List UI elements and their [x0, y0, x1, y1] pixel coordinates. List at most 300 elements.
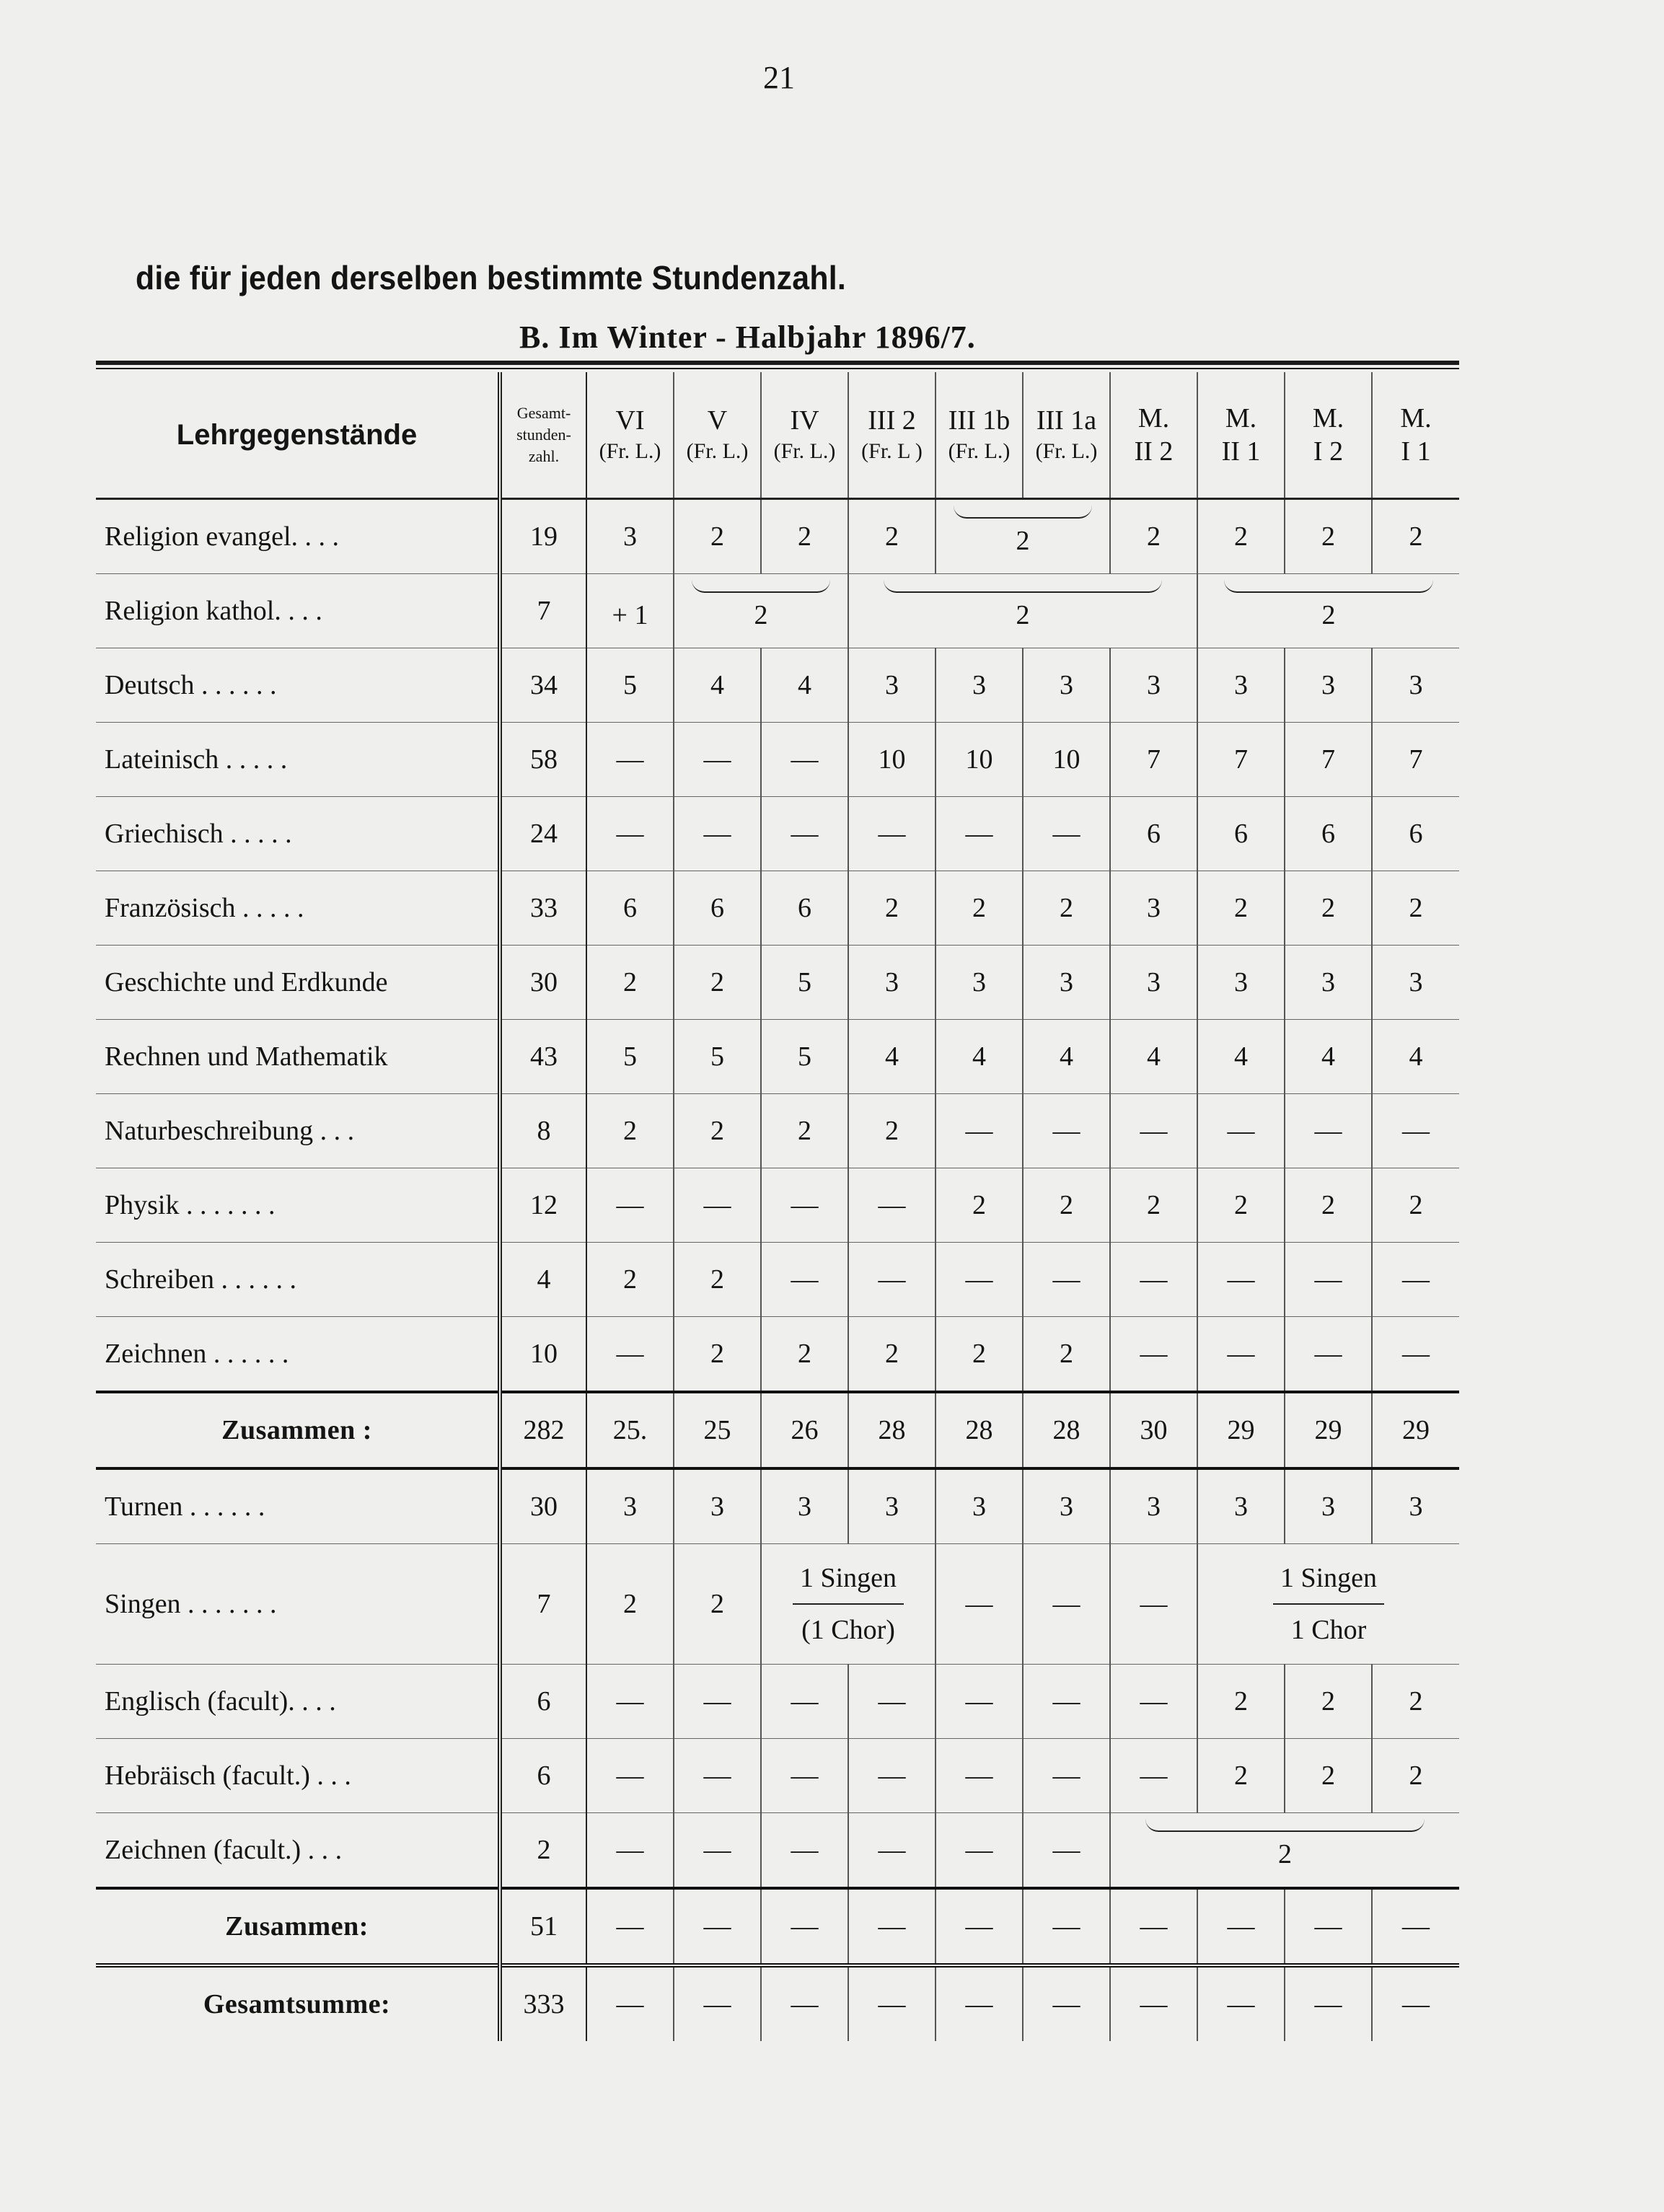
- hours-cell: 6: [761, 871, 848, 946]
- class-name: III 1a: [1036, 405, 1097, 436]
- hours-cell: 2: [1285, 1665, 1372, 1739]
- hours-cell: —: [1023, 1813, 1110, 1889]
- subject-label: Religion evangel. . . .: [96, 499, 500, 574]
- hours-cell: 3: [848, 648, 936, 723]
- hours-cell: 2: [1285, 1739, 1372, 1813]
- hours-cell: —: [586, 723, 674, 797]
- hours-cell-merged: [1197, 574, 1459, 648]
- class-header: [586, 372, 674, 499]
- hours-cell: —: [674, 1739, 761, 1813]
- hours-cell: —: [586, 1739, 674, 1813]
- subject-label: Rechnen und Mathematik: [96, 1020, 500, 1094]
- hours-cell: 3: [1023, 648, 1110, 723]
- subject-label: Naturbeschreibung . . .: [96, 1094, 500, 1168]
- hours-cell: 2: [1372, 1665, 1459, 1739]
- hours-cell: 2: [1197, 1665, 1285, 1739]
- hours-cell: —: [586, 797, 674, 871]
- hours-cell: 3: [1197, 946, 1285, 1020]
- subject-label: Turnen . . . . . .: [96, 1468, 500, 1544]
- subtotal-row: [96, 1392, 1459, 1468]
- class-header: [1197, 372, 1285, 499]
- class-name: M.: [1400, 403, 1432, 433]
- hours-cell: 2: [848, 1317, 936, 1393]
- hours-cell: —: [936, 1888, 1023, 1965]
- hours-cell-merged: [1197, 1544, 1459, 1665]
- class-sub: I 2: [1313, 436, 1344, 467]
- hours-cell: 3: [1110, 946, 1197, 1020]
- class-sub: (Fr. L.): [599, 439, 661, 463]
- hours-cell: 2: [1197, 871, 1285, 946]
- subtotal-label: Zusammen :: [96, 1392, 500, 1468]
- choir-top: 1 Singen: [1273, 1553, 1384, 1605]
- hours-cell: 2: [1285, 499, 1372, 574]
- total-cell: 43: [500, 1020, 586, 1094]
- total-cell: 333: [500, 1965, 586, 2041]
- table-row: [96, 1094, 1459, 1168]
- total-hours-header: [500, 372, 586, 499]
- hours-cell: —: [1110, 1094, 1197, 1168]
- hours-cell: 29: [1372, 1392, 1459, 1468]
- subject-label: Schreiben . . . . . .: [96, 1243, 500, 1317]
- hours-cell: —: [936, 1739, 1023, 1813]
- total-header-line3: zahl.: [528, 447, 560, 465]
- total-cell: 282: [500, 1392, 586, 1468]
- hours-cell: 3: [674, 1468, 761, 1544]
- hours-cell: —: [936, 1665, 1023, 1739]
- class-sub: I 1: [1401, 436, 1431, 467]
- class-header: [674, 372, 761, 499]
- hours-cell: —: [1023, 1544, 1110, 1665]
- subject-label: Singen . . . . . . .: [96, 1544, 500, 1665]
- hours-cell: 7: [1110, 723, 1197, 797]
- hours-cell-merged: [674, 574, 848, 648]
- hours-cell: 3: [936, 946, 1023, 1020]
- hours-cell: —: [1372, 1094, 1459, 1168]
- hours-cell: 28: [1023, 1392, 1110, 1468]
- hours-cell: —: [761, 1665, 848, 1739]
- subject-label: Englisch (facult). . . .: [96, 1665, 500, 1739]
- table-row: [96, 1243, 1459, 1317]
- hours-cell: 4: [1197, 1020, 1285, 1094]
- hours-cell: 2: [1372, 499, 1459, 574]
- merged-value: 2: [754, 600, 768, 630]
- lesson-hours-table: [96, 372, 1459, 2041]
- hours-cell: 3: [848, 1468, 936, 1544]
- choir-top: 1 Singen: [793, 1553, 904, 1605]
- brace-mark: [1145, 1819, 1424, 1832]
- hours-cell: —: [674, 1888, 761, 1965]
- total-cell: 6: [500, 1739, 586, 1813]
- subtotal-row: [96, 1888, 1459, 1965]
- hours-cell: 3: [1285, 1468, 1372, 1544]
- class-header: [936, 372, 1023, 499]
- hours-cell: 3: [1023, 1468, 1110, 1544]
- table-row: [96, 1468, 1459, 1544]
- hours-cell: —: [761, 723, 848, 797]
- total-cell: 4: [500, 1243, 586, 1317]
- total-cell: 58: [500, 723, 586, 797]
- total-header-line1: Gesamt-: [516, 404, 571, 422]
- subject-label: Französisch . . . . .: [96, 871, 500, 946]
- subject-label: Religion kathol. . . .: [96, 574, 500, 648]
- class-name: III 1b: [948, 405, 1011, 436]
- merged-value: 2: [1016, 526, 1030, 556]
- table-row: [96, 1665, 1459, 1739]
- page-heading: die für jeden derselben bestimmte Stundenzahl.: [136, 259, 847, 296]
- hours-cell-merged: [761, 1544, 936, 1665]
- merged-value: 2: [1321, 600, 1336, 630]
- table-row: [96, 1544, 1459, 1665]
- table-row: [96, 1739, 1459, 1813]
- top-rule: [96, 361, 1459, 365]
- hours-cell: —: [848, 1739, 936, 1813]
- total-cell: 19: [500, 499, 586, 574]
- top-rule-thin: [96, 368, 1459, 369]
- hours-cell: —: [936, 1243, 1023, 1317]
- hours-cell-merged: [936, 499, 1110, 574]
- hours-cell: —: [1023, 797, 1110, 871]
- class-sub: (Fr. L.): [1035, 439, 1098, 463]
- hours-cell: —: [1110, 1888, 1197, 1965]
- hours-cell: 3: [1285, 946, 1372, 1020]
- brace-mark: [692, 580, 830, 593]
- hours-cell: —: [1372, 1888, 1459, 1965]
- hours-cell: —: [1285, 1888, 1372, 1965]
- hours-cell: —: [761, 1813, 848, 1889]
- total-header-line2: stunden-: [516, 426, 571, 444]
- hours-cell: 2: [1023, 1168, 1110, 1243]
- hours-cell: —: [848, 797, 936, 871]
- hours-cell: —: [1197, 1965, 1285, 2041]
- hours-cell: —: [936, 1813, 1023, 1889]
- hours-cell: 6: [1372, 797, 1459, 871]
- hours-cell: —: [674, 1665, 761, 1739]
- hours-cell: 3: [1372, 946, 1459, 1020]
- hours-cell: —: [1197, 1317, 1285, 1393]
- hours-cell: —: [586, 1168, 674, 1243]
- hours-cell: 3: [936, 1468, 1023, 1544]
- table-subheading: B. Im Winter - Halbjahr 1896/7.: [519, 320, 976, 355]
- hours-cell: —: [848, 1813, 936, 1889]
- hours-cell: —: [761, 1888, 848, 1965]
- hours-cell: —: [1023, 1094, 1110, 1168]
- brace-mark: [954, 506, 1092, 519]
- hours-cell: —: [761, 1243, 848, 1317]
- hours-cell: —: [674, 1965, 761, 2041]
- class-sub: (Fr. L ): [861, 439, 923, 463]
- class-header: [1372, 372, 1459, 499]
- hours-cell: 3: [1285, 648, 1372, 723]
- hours-cell: —: [761, 1168, 848, 1243]
- hours-cell: 6: [586, 871, 674, 946]
- page-number: 21: [763, 60, 795, 95]
- class-sub: (Fr. L.): [773, 439, 836, 463]
- hours-cell: —: [586, 1813, 674, 1889]
- hours-cell: —: [936, 1965, 1023, 2041]
- hours-cell: 2: [586, 1243, 674, 1317]
- hours-cell: 2: [761, 1094, 848, 1168]
- hours-cell: 3: [586, 499, 674, 574]
- hours-cell: 4: [1285, 1020, 1372, 1094]
- class-name: IV: [790, 405, 819, 436]
- total-cell: 7: [500, 574, 586, 648]
- hours-cell: —: [1110, 1544, 1197, 1665]
- hours-cell: 7: [1285, 723, 1372, 797]
- hours-cell: 3: [761, 1468, 848, 1544]
- hours-cell: —: [761, 1739, 848, 1813]
- hours-cell: 2: [1197, 1168, 1285, 1243]
- hours-cell: 25.: [586, 1392, 674, 1468]
- hours-cell: —: [1023, 1665, 1110, 1739]
- class-header: [1285, 372, 1372, 499]
- hours-cell: 10: [848, 723, 936, 797]
- hours-cell: —: [761, 1965, 848, 2041]
- grand-total-row: [96, 1965, 1459, 2041]
- hours-cell: —: [1023, 1243, 1110, 1317]
- total-cell: 33: [500, 871, 586, 946]
- table-row: [96, 946, 1459, 1020]
- hours-cell: 5: [586, 648, 674, 723]
- hours-cell: —: [1023, 1739, 1110, 1813]
- hours-cell: —: [674, 1813, 761, 1889]
- hours-cell: —: [761, 797, 848, 871]
- total-cell: 2: [500, 1813, 586, 1889]
- subject-label: Physik . . . . . . .: [96, 1168, 500, 1243]
- hours-cell: 2: [1023, 871, 1110, 946]
- hours-cell: —: [586, 1888, 674, 1965]
- hours-cell: 4: [936, 1020, 1023, 1094]
- hours-cell: 4: [761, 648, 848, 723]
- subject-label: Zeichnen . . . . . .: [96, 1317, 500, 1393]
- class-sub: (Fr. L.): [948, 439, 1011, 463]
- hours-cell: —: [1110, 1665, 1197, 1739]
- total-cell: 12: [500, 1168, 586, 1243]
- total-cell: 10: [500, 1317, 586, 1393]
- hours-cell: 6: [674, 871, 761, 946]
- hours-cell: —: [674, 723, 761, 797]
- hours-cell: 3: [1372, 648, 1459, 723]
- hours-cell: —: [848, 1888, 936, 1965]
- table-header-row: [96, 372, 1459, 499]
- hours-cell: 10: [1023, 723, 1110, 797]
- subject-label: Zeichnen (facult.) . . .: [96, 1813, 500, 1889]
- hours-cell: —: [1197, 1243, 1285, 1317]
- class-header: [1023, 372, 1110, 499]
- hours-cell: 4: [1023, 1020, 1110, 1094]
- hours-cell: 3: [1110, 1468, 1197, 1544]
- hours-cell: —: [674, 797, 761, 871]
- hours-cell: —: [1110, 1965, 1197, 2041]
- hours-cell: 4: [1110, 1020, 1197, 1094]
- hours-cell: —: [848, 1168, 936, 1243]
- hours-cell: —: [1372, 1317, 1459, 1393]
- hours-cell: 4: [674, 648, 761, 723]
- total-cell: 30: [500, 946, 586, 1020]
- hours-cell: 3: [1372, 1468, 1459, 1544]
- table-row: [96, 1317, 1459, 1393]
- hours-cell-merged: [848, 574, 1197, 648]
- hours-cell: 2: [674, 1544, 761, 1665]
- table-row: [96, 648, 1459, 723]
- hours-cell: —: [1110, 1317, 1197, 1393]
- hours-cell: 28: [848, 1392, 936, 1468]
- hours-cell: 4: [848, 1020, 936, 1094]
- hours-cell: 2: [674, 946, 761, 1020]
- hours-cell: —: [1285, 1243, 1372, 1317]
- hours-cell: —: [1197, 1888, 1285, 1965]
- hours-cell: 2: [1197, 1739, 1285, 1813]
- hours-cell: 4: [1372, 1020, 1459, 1094]
- table-row: [96, 871, 1459, 946]
- class-header: [761, 372, 848, 499]
- class-header: [1110, 372, 1197, 499]
- class-name: M.: [1312, 403, 1344, 433]
- class-name: M.: [1225, 403, 1257, 433]
- hours-cell: —: [936, 1544, 1023, 1665]
- hours-cell: 2: [674, 1094, 761, 1168]
- hours-cell: —: [1372, 1965, 1459, 2041]
- class-sub: II 1: [1221, 436, 1261, 467]
- table-row: [96, 1813, 1459, 1889]
- total-cell: 24: [500, 797, 586, 871]
- table-row: [96, 723, 1459, 797]
- subject-label: Lateinisch . . . . .: [96, 723, 500, 797]
- hours-cell: 5: [761, 946, 848, 1020]
- hours-cell: 2: [586, 946, 674, 1020]
- hours-cell: 2: [848, 871, 936, 946]
- total-cell: 6: [500, 1665, 586, 1739]
- hours-cell: 5: [761, 1020, 848, 1094]
- hours-cell: 5: [586, 1020, 674, 1094]
- hours-cell: —: [586, 1317, 674, 1393]
- hours-cell: 3: [1110, 648, 1197, 723]
- hours-cell: 3: [1110, 871, 1197, 946]
- hours-cell: 2: [761, 499, 848, 574]
- class-name: V: [707, 405, 728, 436]
- hours-cell: 2: [1285, 1168, 1372, 1243]
- subtotal-label: Zusammen:: [96, 1888, 500, 1965]
- table-row: [96, 1020, 1459, 1094]
- hours-cell: 2: [761, 1317, 848, 1393]
- hours-cell: 2: [848, 1094, 936, 1168]
- hours-cell: 5: [674, 1020, 761, 1094]
- hours-cell: —: [848, 1965, 936, 2041]
- hours-cell: 28: [936, 1392, 1023, 1468]
- choir-bottom: 1 Chor: [1290, 1615, 1367, 1645]
- hours-cell: —: [1285, 1094, 1372, 1168]
- total-cell: 8: [500, 1094, 586, 1168]
- hours-cell: —: [1285, 1317, 1372, 1393]
- hours-cell: 29: [1285, 1392, 1372, 1468]
- hours-cell: 3: [936, 648, 1023, 723]
- total-cell: 51: [500, 1888, 586, 1965]
- hours-cell: 3: [1023, 946, 1110, 1020]
- subject-label: Hebräisch (facult.) . . .: [96, 1739, 500, 1813]
- hours-cell: 25: [674, 1392, 761, 1468]
- total-cell: 30: [500, 1468, 586, 1544]
- table-row: [96, 797, 1459, 871]
- hours-cell: —: [848, 1243, 936, 1317]
- subject-label: Griechisch . . . . .: [96, 797, 500, 871]
- hours-cell: 2: [1197, 499, 1285, 574]
- hours-cell: 2: [674, 1317, 761, 1393]
- hours-cell: —: [1023, 1965, 1110, 2041]
- hours-cell: —: [1110, 1243, 1197, 1317]
- brace-mark: [884, 580, 1162, 593]
- hours-cell: 2: [936, 1317, 1023, 1393]
- merged-value: + 1: [612, 600, 648, 630]
- hours-cell: —: [936, 797, 1023, 871]
- hours-cell: —: [848, 1665, 936, 1739]
- subject-label: Geschichte und Erdkunde: [96, 946, 500, 1020]
- hours-cell: 2: [674, 1243, 761, 1317]
- hours-cell: —: [1285, 1965, 1372, 2041]
- hours-cell: 30: [1110, 1392, 1197, 1468]
- choir-bottom: (1 Chor): [801, 1615, 895, 1645]
- subject-label: Deutsch . . . . . .: [96, 648, 500, 723]
- hours-cell: —: [586, 1965, 674, 2041]
- hours-cell: 6: [1197, 797, 1285, 871]
- hours-cell: 2: [1372, 1739, 1459, 1813]
- hours-cell: —: [1023, 1888, 1110, 1965]
- hours-cell: 7: [1197, 723, 1285, 797]
- hours-cell: 6: [1110, 797, 1197, 871]
- class-header: [848, 372, 936, 499]
- hours-cell: [586, 574, 674, 648]
- hours-cell: 2: [848, 499, 936, 574]
- hours-cell: 26: [761, 1392, 848, 1468]
- hours-cell: 2: [1110, 1168, 1197, 1243]
- hours-cell: —: [1372, 1243, 1459, 1317]
- total-cell: 7: [500, 1544, 586, 1665]
- hours-cell: —: [586, 1665, 674, 1739]
- brace-mark: [1224, 580, 1433, 593]
- hours-cell: 29: [1197, 1392, 1285, 1468]
- merged-value: 2: [1016, 600, 1030, 630]
- hours-cell: 6: [1285, 797, 1372, 871]
- hours-cell: 2: [1372, 1168, 1459, 1243]
- hours-cell: 2: [1285, 871, 1372, 946]
- merged-value: 2: [1278, 1839, 1292, 1869]
- hours-cell: 3: [848, 946, 936, 1020]
- hours-cell: 2: [936, 1168, 1023, 1243]
- class-name: III 2: [868, 405, 916, 436]
- hours-cell: 2: [936, 871, 1023, 946]
- hours-cell-merged: [1110, 1813, 1459, 1889]
- table-row: [96, 574, 1459, 648]
- table-row: [96, 1168, 1459, 1243]
- hours-cell: 2: [1110, 499, 1197, 574]
- hours-cell: 3: [1197, 1468, 1285, 1544]
- subjects-header: Lehrgegenstände: [96, 372, 500, 499]
- table-row: [96, 499, 1459, 574]
- hours-cell: 2: [1372, 871, 1459, 946]
- hours-cell: —: [674, 1168, 761, 1243]
- total-cell: 34: [500, 648, 586, 723]
- hours-cell: 10: [936, 723, 1023, 797]
- hours-cell: 2: [586, 1094, 674, 1168]
- class-name: M.: [1137, 403, 1170, 433]
- hours-cell: 2: [674, 499, 761, 574]
- class-name: VI: [615, 405, 645, 436]
- hours-cell: —: [1110, 1739, 1197, 1813]
- class-sub: (Fr. L.): [686, 439, 749, 463]
- hours-cell: 3: [1197, 648, 1285, 723]
- hours-cell: —: [1197, 1094, 1285, 1168]
- class-sub: II 2: [1134, 436, 1174, 467]
- hours-cell: —: [936, 1094, 1023, 1168]
- hours-cell: 2: [586, 1544, 674, 1665]
